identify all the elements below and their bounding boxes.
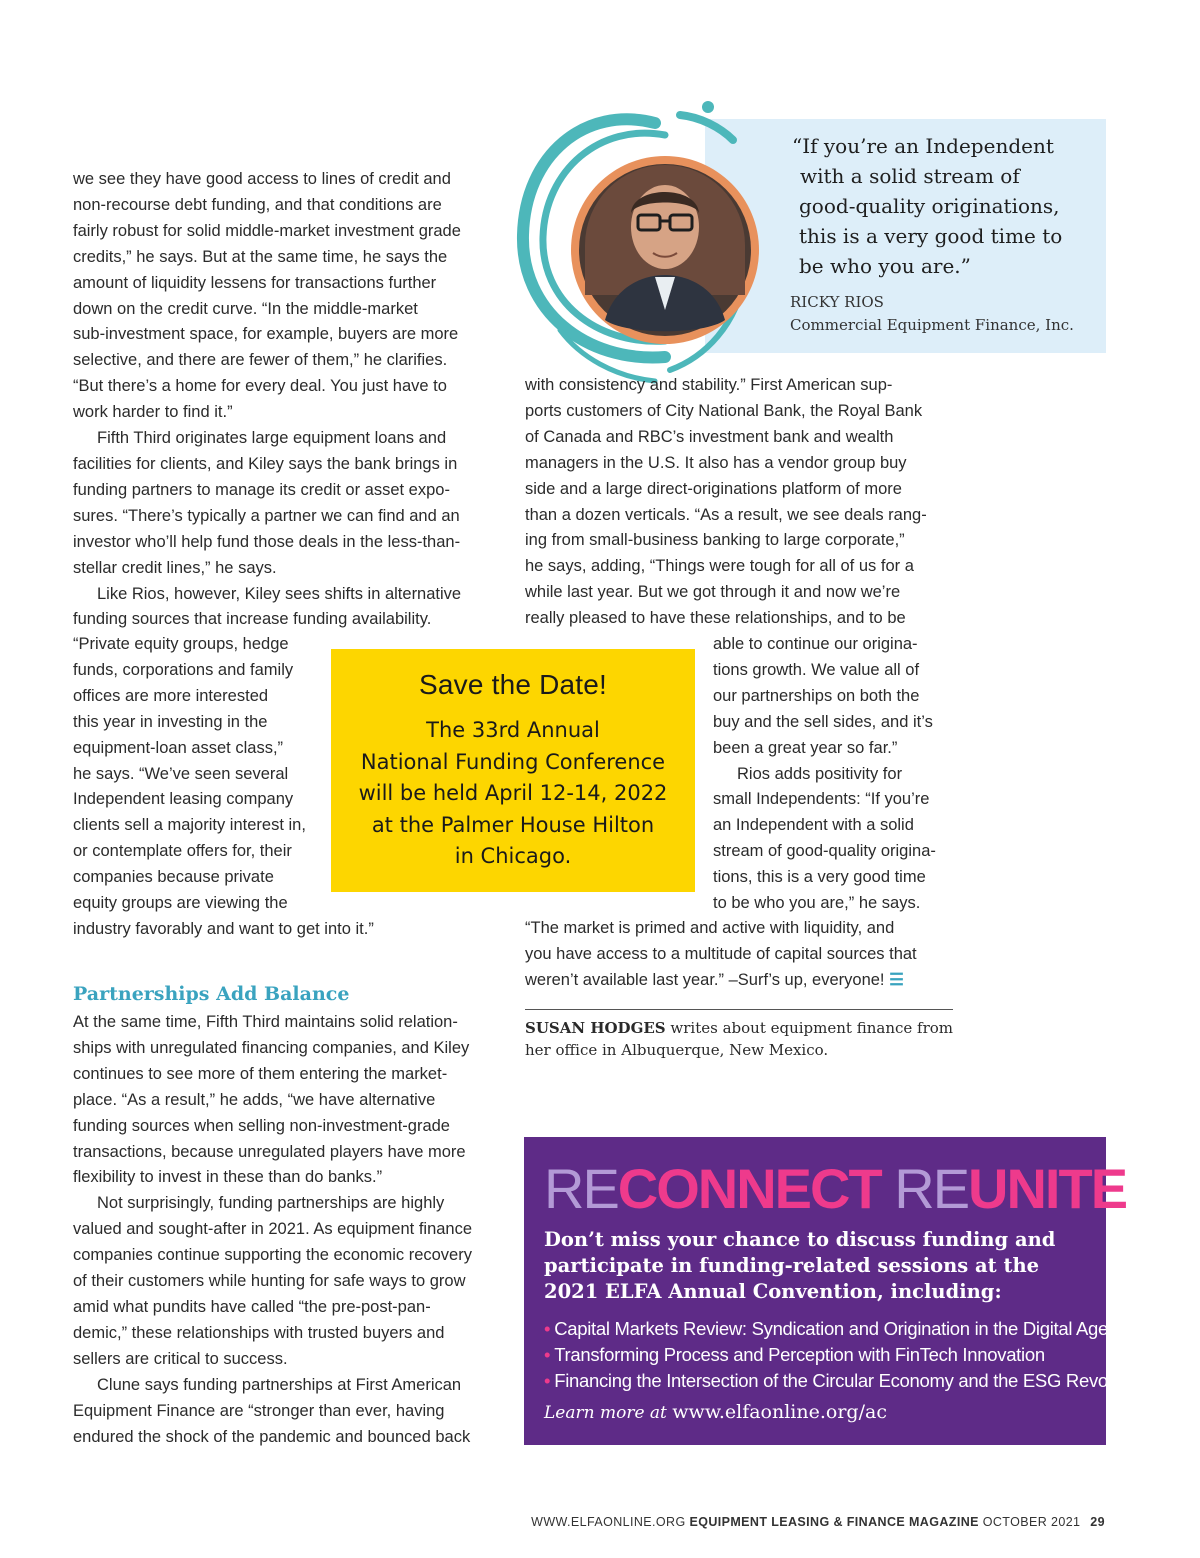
ad-headline	[544, 1159, 1126, 1219]
save-line: The 33rd Annual	[426, 718, 600, 742]
text-line: we see they have good access to lines of credit and	[73, 170, 451, 188]
text-line: transactions, because unregulated players have more	[73, 1142, 466, 1161]
save-line: will be held April 12-14, 2022	[358, 781, 668, 805]
ad-url-link[interactable]: www.elfaonline.org/ac	[672, 1401, 887, 1423]
quote-company: Commercial Equipment Finance, Inc.	[790, 316, 1074, 334]
text-line: credits,” he says. But at the same time, he says the	[73, 247, 448, 266]
text-line: of their customers while hunting for safe ways to grow	[73, 1272, 466, 1291]
text-line: Fifth Third originates large equipment loans and	[97, 429, 447, 448]
pull-quote	[792, 131, 1102, 281]
text-line: companies because private	[73, 868, 274, 887]
quote-attribution	[790, 291, 1074, 337]
text-line: At the same time, Fifth Third maintains solid relation-	[73, 1013, 458, 1031]
text-line: side and a large direct-originations platform of more	[525, 479, 902, 498]
text-line: than a dozen verticals. “As a result, we see deals rang-	[525, 505, 927, 524]
quote-line: be who you are.”	[799, 254, 971, 278]
page-footer	[531, 1515, 1105, 1529]
text-line: valued and sought-after in 2021. As equipment finance	[73, 1220, 473, 1239]
text-line: small Independents: “If you’re	[713, 790, 930, 809]
text-line: ships with unregulated financing companies, and Kiley	[73, 1038, 470, 1057]
text-line: stellar credit lines,” he says.	[73, 558, 277, 577]
text-line: tions growth. We value all of	[713, 660, 920, 679]
byline-divider	[525, 1009, 953, 1010]
save-the-date-title: Save the Date!	[418, 669, 608, 700]
ad-headline-unite: UNITE	[968, 1157, 1127, 1220]
author-bio: writes about equipment finance from her office in Albuquerque, New Mexico.	[525, 1019, 954, 1059]
text-line: really pleased to have these relationships, and to be	[525, 609, 906, 628]
bullet-icon: •	[544, 1318, 551, 1339]
text-line: tions, this is a very good time	[713, 868, 926, 887]
ad-footer	[544, 1401, 887, 1423]
convention-ad	[524, 1137, 1151, 1445]
text-line: facilities for clients, and Kiley says the bank brings in	[73, 454, 458, 473]
list-item	[544, 1342, 1104, 1368]
text-line: companies continue supporting the economic recovery	[73, 1246, 472, 1265]
text-line: fairly robust for solid middle-market investment grade	[73, 221, 461, 240]
article-column-left-wrap	[73, 632, 374, 943]
text-line	[525, 968, 955, 994]
text-line-body: weren’t available last year.” –Surf’s up, everyone!	[525, 970, 885, 989]
text-line: an Independent with a solid	[713, 816, 914, 835]
list-item	[544, 1316, 1109, 1342]
text-line: continues to see more of them entering the market-	[73, 1064, 448, 1083]
learn-more-label: Learn more at	[544, 1403, 667, 1423]
text-line: stream of good-quality origina-	[713, 842, 936, 861]
text-line: demic,” these relationships with trusted buyers and	[73, 1323, 445, 1342]
text-line: sellers are critical to success.	[73, 1349, 288, 1368]
text-line: ing from small-business banking to large corporate,”	[525, 531, 905, 550]
text-line: industry favorably and want to get into it.”	[73, 919, 374, 938]
text-line: endured the shock of the pandemic and bounced back	[73, 1427, 471, 1446]
text-line: able to continue our origina-	[713, 635, 918, 653]
text-line: amount of liquidity lessens for transactions further	[73, 273, 437, 292]
footer-issue: OCTOBER 2021	[982, 1515, 1081, 1529]
save-line: in Chicago.	[454, 844, 572, 868]
ad-intro: Don’t miss your chance to discuss funding and participate in funding-related sessions at the 2021 ELFA Annual Convention, including:	[544, 1228, 1056, 1303]
text-line: Clune says funding partnerships at First American	[97, 1375, 462, 1394]
text-line: he says. “We’ve seen several	[73, 764, 289, 783]
text-line: with consistency and stability.” First American sup-	[525, 376, 893, 394]
text-line: to be who you are,” he says.	[713, 894, 921, 913]
text-line: funding partners to manage its credit or asset expo-	[73, 480, 450, 499]
text-line: Like Rios, however, Kiley sees shifts in alternative	[97, 584, 462, 603]
section-subhead: Partnerships Add Balance	[73, 983, 350, 1005]
article-column-right-top	[525, 373, 955, 632]
text-line: non-recourse debt funding, and that conditions are	[73, 195, 442, 214]
ad-headline-re: RE	[544, 1157, 618, 1220]
text-line: offices are more interested	[73, 686, 269, 705]
portrait-swirl-graphic	[505, 95, 785, 385]
author-byline	[525, 1017, 955, 1061]
quote-line: good-quality originations,	[799, 194, 1060, 218]
list-item	[544, 1368, 1151, 1394]
text-line: ports customers of City National Bank, the Royal Bank	[525, 401, 923, 420]
article-column-left-bottom	[73, 1010, 513, 1450]
text-line: of Canada and RBC’s investment bank and wealth	[525, 427, 894, 446]
list-item-label: Financing the Intersection of the Circular Economy and the ESG Revolution	[554, 1370, 1151, 1391]
text-line: funds, corporations and family	[73, 660, 294, 679]
text-line: sub-investment space, for example, buyers are more	[73, 325, 459, 344]
text-line: selective, and there are fewer of them,” he clarifies.	[73, 351, 448, 370]
text-line: funding sources that increase funding availability.	[73, 610, 432, 629]
ad-headline-connect: CONNECT	[617, 1157, 881, 1220]
text-line: sures. “There’s typically a partner we can find and an	[73, 506, 460, 525]
text-line: our partnerships on both the	[713, 686, 920, 705]
text-line: amid what pundits have called “the pre-post-pan-	[73, 1297, 431, 1316]
text-line: Not surprisingly, funding partnerships are highly	[97, 1194, 445, 1213]
text-line: down on the credit curve. “In the middle-market	[73, 299, 418, 318]
article-column-right-tail	[525, 916, 955, 994]
text-line: funding sources when selling non-investment-grade	[73, 1116, 450, 1135]
bullet-icon: •	[544, 1344, 551, 1365]
article-column-left-top	[73, 167, 493, 633]
ad-headline-re: RE	[894, 1157, 969, 1220]
text-line: “The market is primed and active with liquidity, and	[525, 919, 895, 937]
quote-name: RICKY RIOS	[790, 293, 884, 311]
save-the-date-box	[331, 649, 695, 892]
save-line: at the Palmer House Hilton	[371, 812, 655, 837]
text-line: place. “As a result,” he adds, “we have alternative	[73, 1090, 436, 1109]
footer-magazine: EQUIPMENT LEASING & FINANCE MAGAZINE	[689, 1515, 979, 1529]
list-item-label: Transforming Process and Perception with FinTech Innovation	[554, 1344, 1045, 1365]
page-number: 29	[1090, 1515, 1105, 1529]
text-line: equipment-loan asset class,”	[73, 738, 284, 757]
save-the-date-body	[331, 715, 695, 873]
text-line: “But there’s a home for every deal. You just have to	[73, 377, 447, 396]
text-line: or contemplate offers for, their	[73, 842, 292, 861]
text-line: he says, adding, “Things were tough for all of us for a	[525, 557, 914, 576]
text-line: work harder to find it.”	[73, 403, 233, 422]
footer-site: WWW.ELFAONLINE.ORG	[531, 1515, 686, 1529]
text-line: this year in investing in the	[73, 712, 268, 731]
text-line: Rios adds positivity for	[737, 764, 903, 783]
text-line: while last year. But we got through it and now we’re	[525, 583, 901, 602]
text-line: managers in the U.S. It also has a vendor group buy	[525, 453, 907, 472]
quote-line: with a solid stream of	[800, 164, 1020, 188]
text-line: equity groups are viewing the	[73, 894, 288, 913]
text-line: clients sell a majority interest in,	[73, 816, 306, 835]
text-line: been a great year so far.”	[713, 738, 898, 757]
text-line: you have access to a multitude of capital sources that	[525, 944, 917, 963]
end-mark-icon: ☰	[889, 970, 904, 989]
text-line: Equipment Finance are “stronger than ever, having	[73, 1401, 445, 1420]
text-line: flexibility to invest in these than do banks.”	[73, 1168, 383, 1187]
bullet-icon: •	[544, 1370, 551, 1391]
ad-session-list	[544, 1316, 1151, 1394]
author-name: SUSAN HODGES	[525, 1019, 666, 1037]
text-line: investor who’ll help fund those deals in the less-than-	[73, 532, 461, 551]
quote-line: this is a very good time to	[799, 224, 1063, 248]
article-column-right-wrap	[713, 632, 958, 917]
text-line: buy and the sell sides, and it’s	[713, 712, 933, 731]
text-line: Independent leasing company	[73, 790, 294, 809]
list-item-label: Capital Markets Review: Syndication and Origination in the Digital Age	[554, 1318, 1109, 1339]
quote-line: “If you’re an Independent	[792, 134, 1054, 158]
save-line: National Funding Conference	[360, 749, 666, 774]
text-line: “Private equity groups, hedge	[73, 635, 289, 653]
